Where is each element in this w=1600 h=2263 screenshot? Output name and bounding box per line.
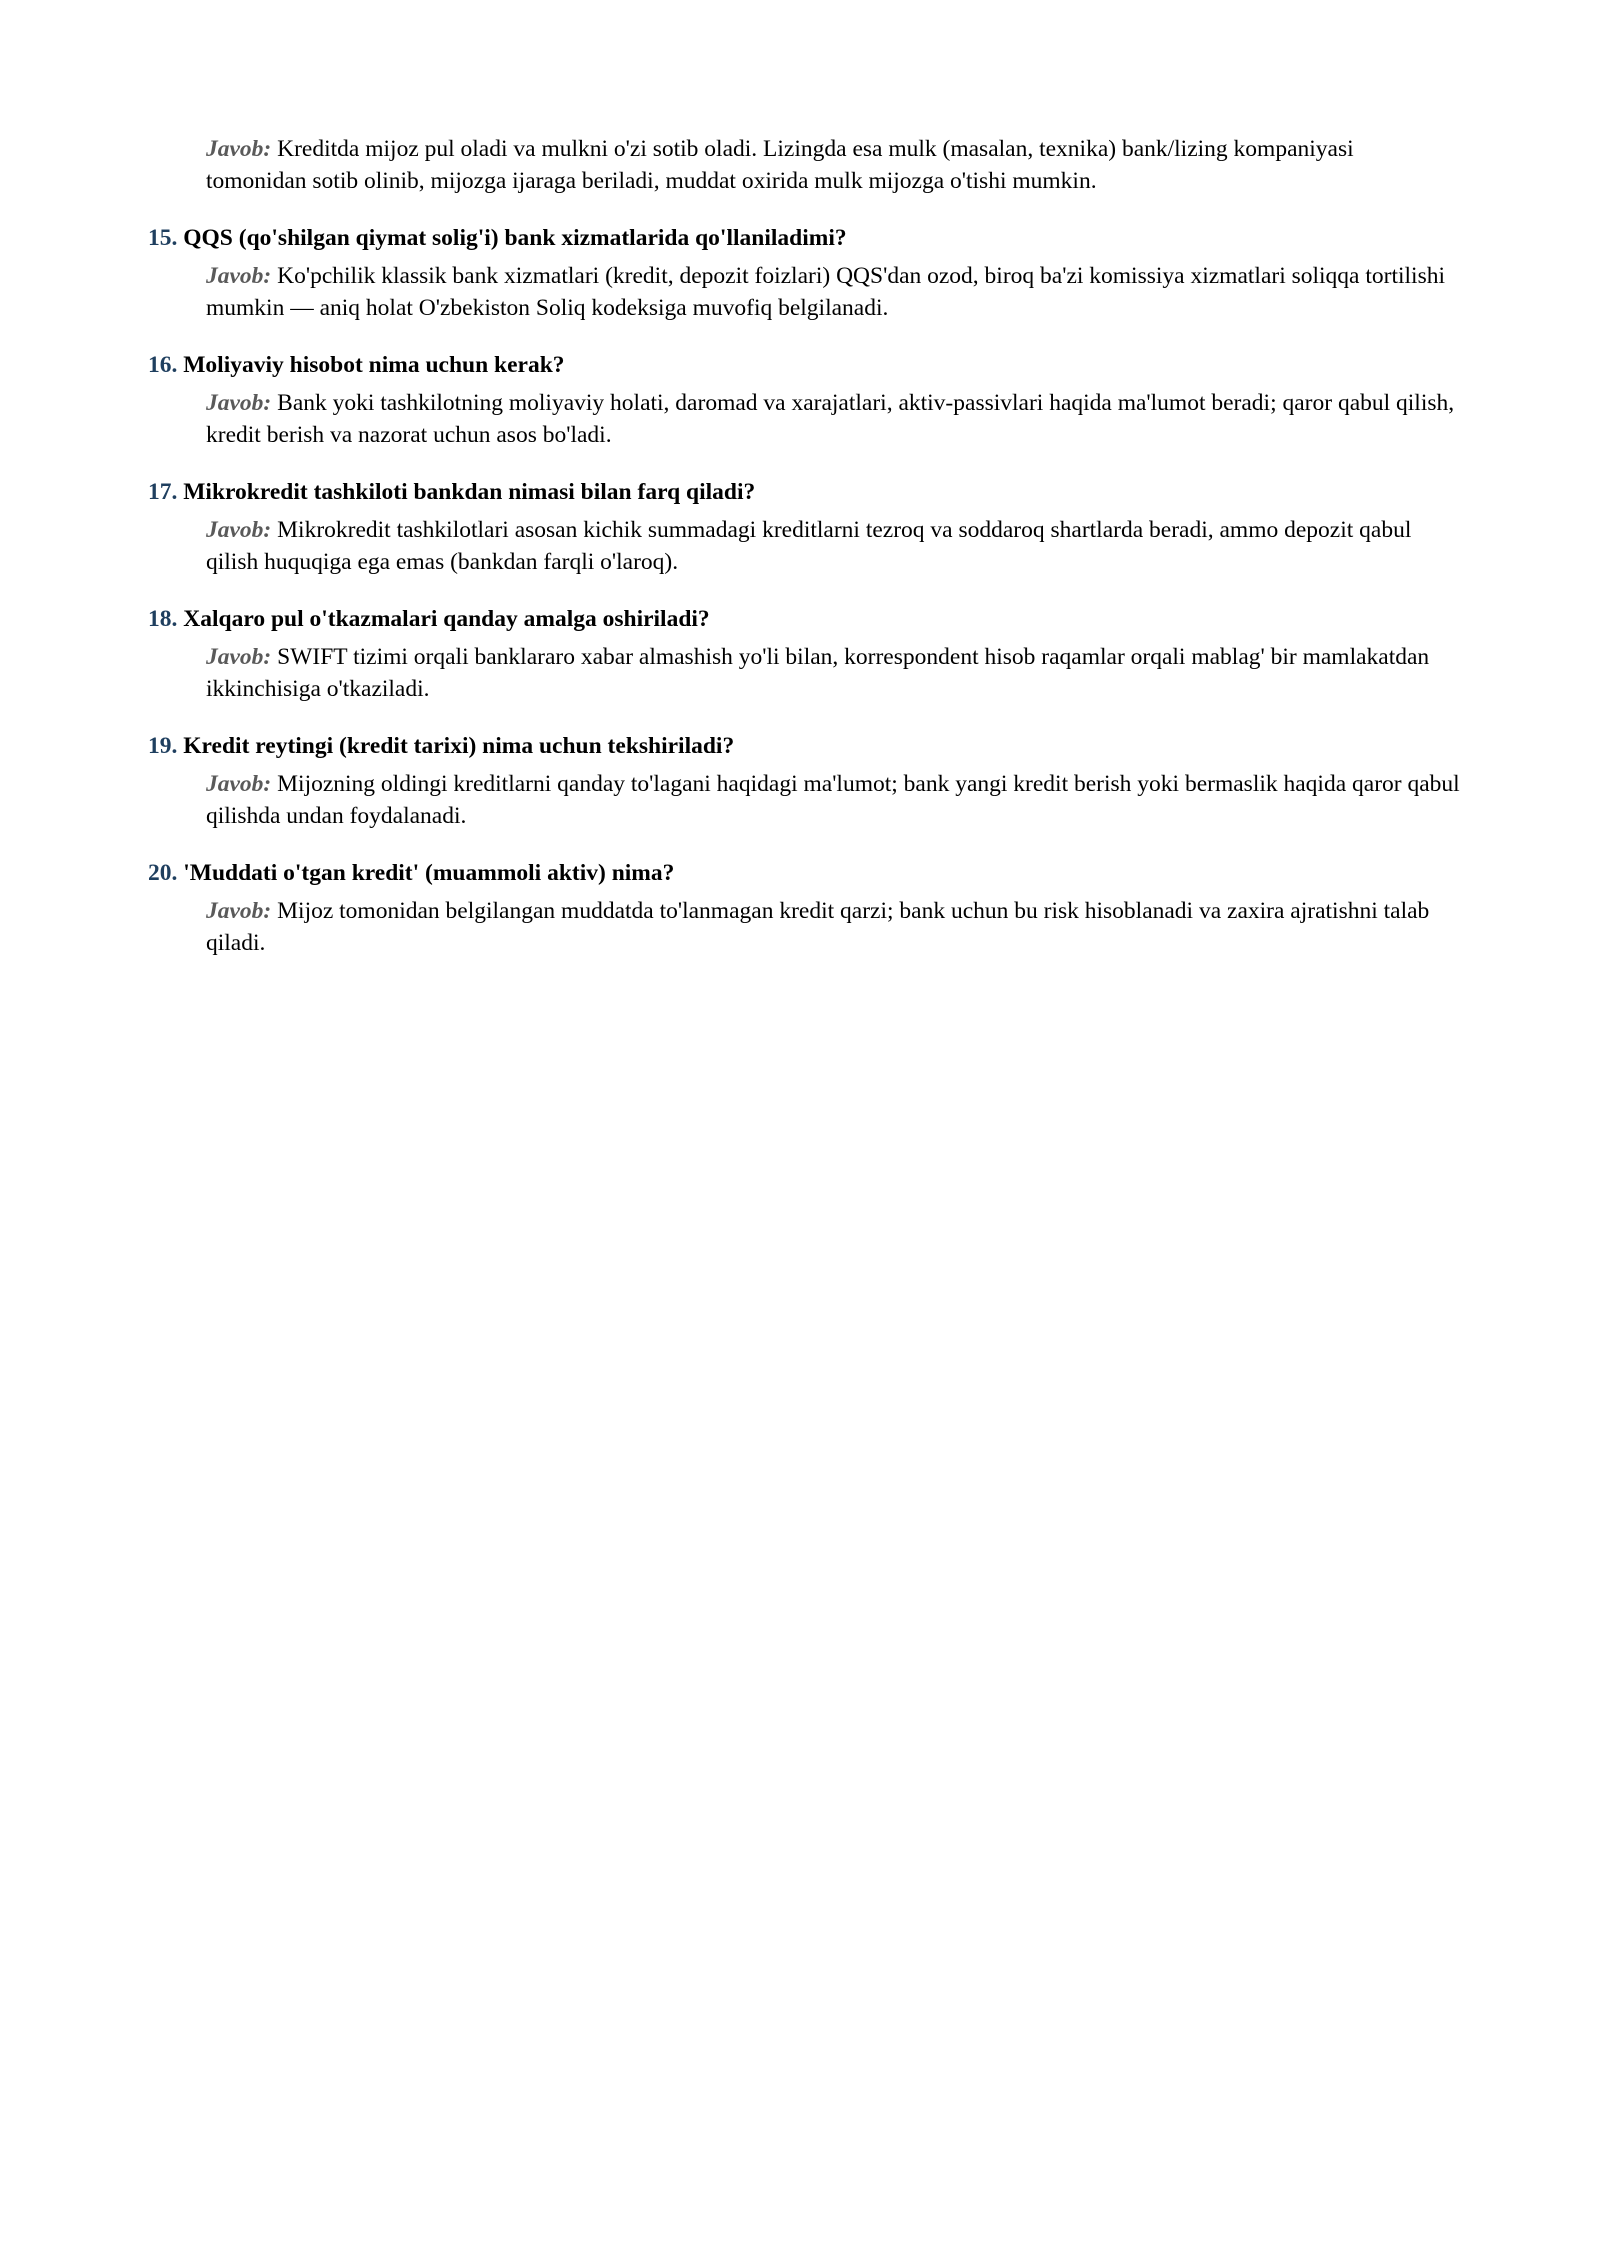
answer-label: Javob: — [206, 644, 272, 670]
qa-item-17 — [148, 476, 1460, 578]
answer-label: Javob: — [206, 898, 272, 924]
answer-body: Kreditda mijoz pul oladi va mulkni o'zi sotib oladi. Lizingda esa mulk (masalan, texnika) bank/lizing kompaniyasi tomonidan sotib olinib, mijozga ijaraga beriladi, muddat oxirida mulk mijozga o'tishi mumkin. — [206, 136, 1354, 194]
question-heading — [148, 476, 1460, 508]
answer-text — [206, 133, 1460, 197]
question-number: 19. — [148, 733, 178, 759]
answer-label: Javob: — [206, 390, 272, 416]
question-text: Kredit reytingi (kredit tarixi) nima uchun tekshiriladi? — [183, 733, 735, 759]
qa-item-18 — [148, 603, 1460, 705]
question-text: Moliyaviy hisobot nima uchun kerak? — [183, 352, 565, 378]
question-text: QQS (qo'shilgan qiymat solig'i) bank xizmatlarida qo'llaniladimi? — [183, 225, 847, 251]
qa-item-19 — [148, 730, 1460, 832]
question-heading — [148, 603, 1460, 635]
answer-body: SWIFT tizimi orqali banklararo xabar almashish yo'li bilan, korrespondent hisob raqamlar orqali mablag' bir mamlakatdan ikkinchisiga o'tkaziladi. — [206, 644, 1430, 702]
answer-text — [206, 260, 1460, 324]
question-text: Xalqaro pul o'tkazmalari qanday amalga oshiriladi? — [183, 606, 710, 632]
answer-text — [206, 641, 1460, 705]
answer-label: Javob: — [206, 517, 272, 543]
qa-item-15 — [148, 222, 1460, 324]
question-text: Mikrokredit tashkiloti bankdan nimasi bilan farq qiladi? — [183, 479, 756, 505]
answer-body: Ko'pchilik klassik bank xizmatlari (kredit, depozit foizlari) QQS'dan ozod, biroq ba'zi komissiya xizmatlari soliqqa tortilishi mumkin — aniq holat O'zbekiston Soliq kodeksiga muvofiq belgilanadi. — [206, 263, 1446, 321]
qa-item-20 — [148, 857, 1460, 959]
qa-item-16 — [148, 349, 1460, 451]
question-number: 15. — [148, 225, 178, 251]
question-number: 20. — [148, 860, 178, 886]
question-heading — [148, 857, 1460, 889]
question-number: 17. — [148, 479, 178, 505]
answer-body: Bank yoki tashkilotning moliyaviy holati, daromad va xarajatlari, aktiv-passivlari haqida ma'lumot beradi; qaror qabul qilish, kredit berish va nazorat uchun asos bo'ladi. — [206, 390, 1455, 448]
question-heading — [148, 730, 1460, 762]
answer-label: Javob: — [206, 136, 272, 162]
answer-text — [206, 514, 1460, 578]
answer-label: Javob: — [206, 771, 272, 797]
question-number: 18. — [148, 606, 178, 632]
answer-body: Mijoz tomonidan belgilangan muddatda to'lanmagan kredit qarzi; bank uchun bu risk hisoblanadi va zaxira ajratishni talab qiladi. — [206, 898, 1430, 956]
question-number: 16. — [148, 352, 178, 378]
answer-label: Javob: — [206, 263, 272, 289]
answer-text — [206, 387, 1460, 451]
answer-text — [206, 895, 1460, 959]
answer-body: Mijozning oldingi kreditlarni qanday to'lagani haqidagi ma'lumot; bank yangi kredit berish yoki bermaslik haqida qaror qabul qilishda undan foydalanadi. — [206, 771, 1460, 829]
answer-text — [206, 768, 1460, 832]
question-heading — [148, 349, 1460, 381]
question-heading — [148, 222, 1460, 254]
answer-body: Mikrokredit tashkilotlari asosan kichik summadagi kreditlarni tezroq va soddaroq shartlarda beradi, ammo depozit qabul qilish huquqiga ega emas (bankdan farqli o'laroq). — [206, 517, 1412, 575]
question-text: 'Muddati o'tgan kredit' (muammoli aktiv) nima? — [183, 860, 675, 886]
